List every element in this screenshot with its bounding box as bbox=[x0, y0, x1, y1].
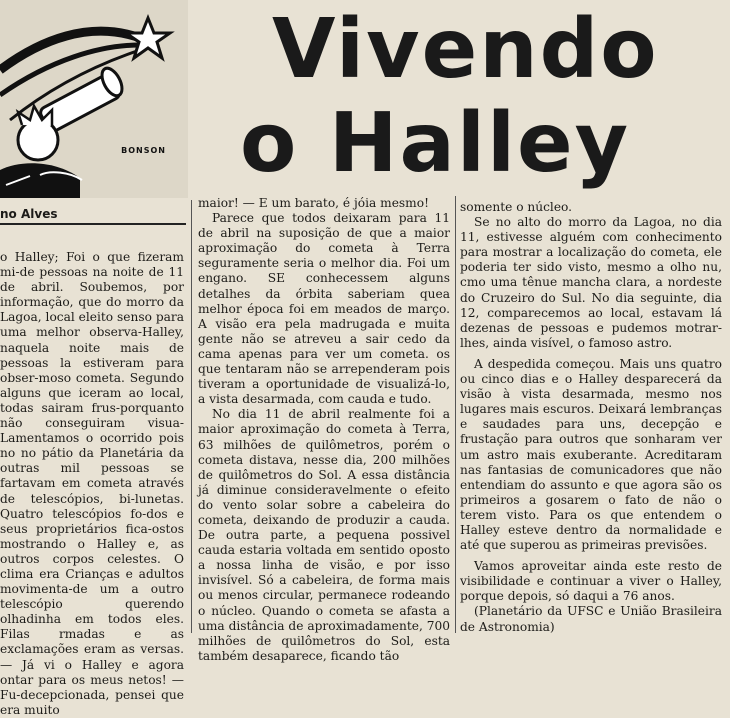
cartoon-illustration bbox=[0, 0, 188, 198]
column-divider bbox=[191, 200, 192, 633]
column-divider bbox=[455, 196, 456, 633]
telescope-cartoon-icon bbox=[0, 0, 188, 198]
paragraph: somente o núcleo. bbox=[460, 200, 573, 214]
headline-line-2: o Halley bbox=[240, 96, 631, 191]
headline-line-1: Vivendo bbox=[272, 2, 659, 97]
article-column-1 bbox=[0, 250, 184, 718]
paragraph: Se no alto do morro da Lagoa, no dia 11, estivesse alguém com conhecimento para mostrar a localização do cometa, ele poderia ter sido visto, mesmo a olho nu, cmo uma tênue mancha clara, a nordeste do Cruzeiro do Sul. No dia seguinte, dia 12, comparecemos ao local, estavam lá dezenas de pessoas e pudemos motrar-lhes, ainda visível, o famoso astro. bbox=[460, 215, 722, 350]
byline: no Alves bbox=[0, 207, 186, 225]
article-column-3 bbox=[460, 200, 722, 635]
paragraph: A despedida começou. Mais uns quatro ou cinco dias e o Halley desparecerá da visão à vista desarmada, mesmo nos lugares mais escuros. Deixará lembranças e saudades para uns, decepção e frustação para outros que sonharam ver um astro mais exuberante. Acreditaram nas fantasias de comunicadores que não entendiam do assunto e que agora são os primeiros a gosarem o fato de não o terem visto. Para os que entendem o Halley esteve dentro da normalidade e até que superou as primeiras previsões. bbox=[460, 356, 722, 553]
artist-signature: BONSON bbox=[121, 146, 166, 155]
paragraph: No dia 11 de abril realmente foi a maior aproximação do cometa à Terra, 63 milhões de quilômetros, porém o cometa distava, nesse dia, 200 milhões de quilômetros do Sol. A essa distância já diminue consideravelmente o efeito do vento solar sobre a cabeleira do cometa, deixando de produzir a cauda. De outra parte, a pequena possivel cauda estaria voltada em sentido oposto a nossa linha de visão, e por isso invisível. Só a cabeleira, de forma mais ou menos circular, permanece rodeando o núcleo. Quando o cometa se afasta a uma distância de aproximadamente, 700 milhões de quilômetros do Sol, esta também desaparece, ficando tão bbox=[198, 407, 450, 663]
paragraph: o Halley; Foi o que fizeram mi-de pessoas na noite de 11 de abril. Soubemos, por informação, que do morro da Lagoa, local eleito senso para uma melhor observa-Halley, naquela noite mais de pessoas la estiveram para obser-moso cometa. Segundo alguns que iceram ao local, todas sairam frus-porquanto não conseguiram visua-Lamentamos o ocorrido pois no no pátio da Planetária da outras mil pessoas se fartavam em cometa através de telescópios, bi-lunetas. Quatro telescópios fo-dos e seus proprietários fica-ostos mostrando o Halley e, as outros corpos celestes. O clima era Crianças e adultos movimenta-de um a outro telescópio querendo olhadinha em todos eles. Filas rmadas e as exclamações eram as versas. — Já vi o Halley e agora ontar para os meus netos! — Fu-decepcionada, pensei que era muito bbox=[0, 250, 184, 717]
paragraph: Parece que todos deixaram para 11 de abril na suposição de que a maior aproximação do cometa à Terra seguramente seria o melhor dia. Foi um engano. SE conhecessem alguns detalhes da órbita saberiam quea melhor época foi em meados de março. A visão era pela madrugada e muita gente não se atreveu a sair cedo da cama apenas para ver um cometa. os que tentaram não se arrependeram pois tiveram a oportunidade de visualizá-lo, a vista desarmada, com cauda e tudo. bbox=[198, 211, 450, 407]
paragraph: Vamos aproveitar ainda este resto de visibilidade e continuar a viver o Halley, porque depois, só daqui a 76 anos. bbox=[460, 559, 722, 604]
paragraph: maior! — E um barato, é jóia mesmo! bbox=[198, 196, 429, 210]
article-column-2 bbox=[198, 196, 450, 664]
article-credit: (Planetário da UFSC e União Brasileira de Astronomia) bbox=[460, 604, 722, 634]
